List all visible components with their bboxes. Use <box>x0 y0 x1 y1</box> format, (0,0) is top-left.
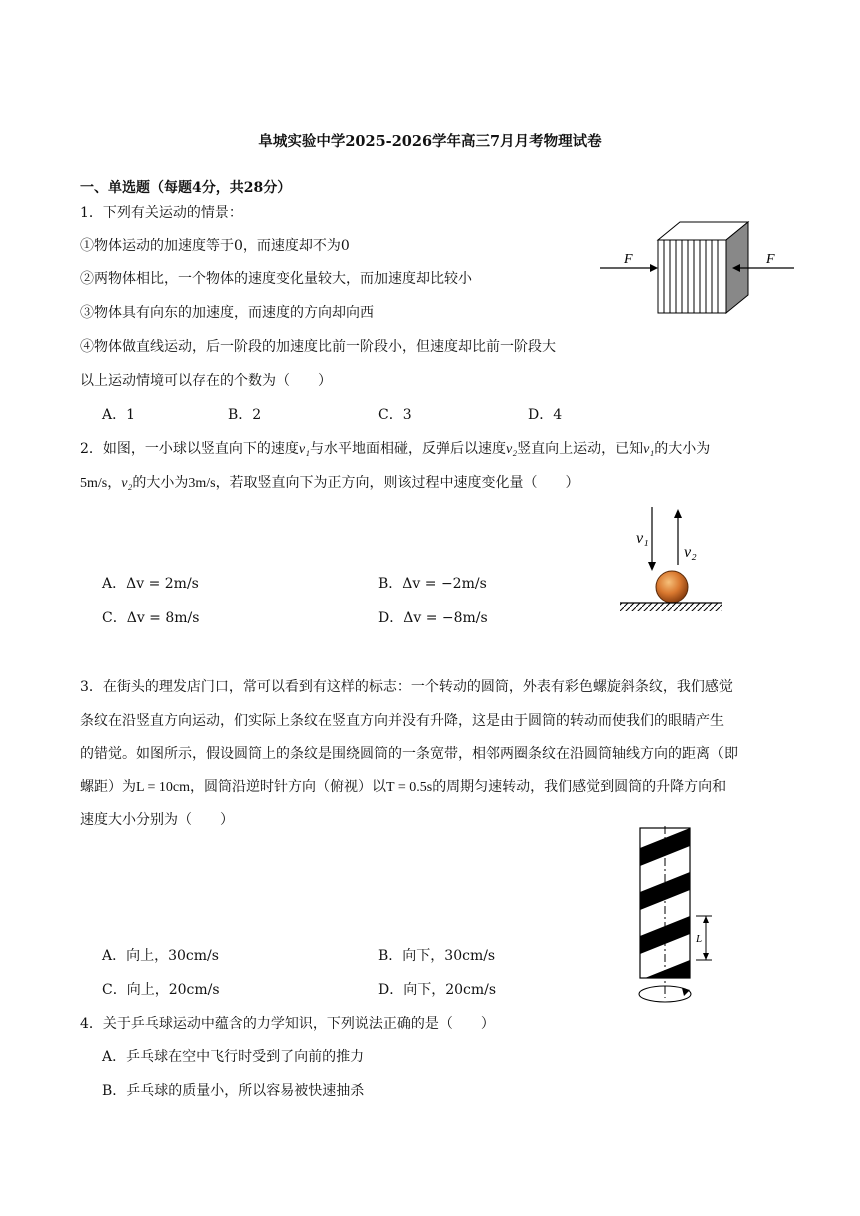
q3-line: 3．在街头的理发店门口，常可以看到有这样的标志：一个转动的圆筒，外表有彩色螺旋斜条纹，我们感觉 <box>80 679 733 695</box>
v1-label: v₁ <box>636 530 649 547</box>
q4-option-b: B．乒乓球的质量小，所以容易被快速抽杀 <box>102 1083 365 1099</box>
force-label-left: F <box>624 252 633 267</box>
q1-stem: 1．下列有关运动的情景： <box>80 205 243 221</box>
page-title: 阜城实验中学2025-2026学年高三7月月考物理试卷 <box>258 133 602 150</box>
q3-line: 的错觉。如图所示，假设圆筒上的条纹是围绕圆筒的一条宽带，相邻两圈条纹在沿圆筒轴线方向的距离（即 <box>80 746 738 762</box>
q1-item: ②两物体相比，一个物体的速度变化量较大，而加速度却比较小 <box>80 271 472 287</box>
q3-option-b: B．向下，30cm/s <box>378 948 496 964</box>
q1-option-d: D．4 <box>528 407 563 423</box>
q4-option-a: A．乒乓球在空中飞行时受到了向前的推力 <box>102 1049 365 1065</box>
q1-ask: 以上运动情境可以存在的个数为（ ） <box>80 373 332 389</box>
q2-option-a: A．Δv = 2m/s <box>102 576 199 592</box>
q3-option-d: D．向下，20cm/s <box>378 982 497 998</box>
section-heading: 一、单选题（每题4分，共28分） <box>80 180 292 196</box>
q3-line-4: 螺距）为L = 10cm，圆筒沿逆时针方向（俯视）以T = 0.5s的周期匀速转动，我们感觉到圆筒的升降方向和 <box>80 779 727 795</box>
ball <box>656 571 688 603</box>
q2-option-c: C．Δv = 8m/s <box>102 610 200 626</box>
q3-line-5: 速度大小分别为（ ） <box>80 812 234 828</box>
q1-option-c: C．3 <box>378 407 412 423</box>
l-label: L <box>696 933 703 945</box>
q1-item: ③物体具有向东的加速度，而速度的方向却向西 <box>80 305 374 321</box>
q1-item: ①物体运动的加速度等于0，而速度却不为0 <box>80 238 350 254</box>
ball-bounce-figure <box>618 505 728 620</box>
q3-line: 条纹在沿竖直方向运动，们实际上条纹在竖直方向并没有升降，这是由于圆筒的转动而使我们的眼睛产生 <box>80 713 724 729</box>
q3-option-a: A．向上，30cm/s <box>102 948 219 964</box>
q2-stem: 2．如图，一小球以竖直向下的速度v₁与水平地面相碰，反弹后以速度v₂竖直向上运动，已知v₁的大小为 <box>80 441 711 457</box>
q1-item: ④物体做直线运动，后一阶段的加速度比前一阶段小，但速度却比前一阶段大 <box>80 339 556 355</box>
q2-option-b: B．Δv = −2m/s <box>378 576 487 592</box>
block-force-figure <box>598 220 798 320</box>
force-label-right: F <box>766 252 775 267</box>
v2-label: v₂ <box>684 544 697 561</box>
q3-option-c: C．向上，20cm/s <box>102 982 220 998</box>
q1-option-b: B．2 <box>228 407 262 423</box>
q2-option-d: D．Δv = −8m/s <box>378 610 488 626</box>
barber-pole-figure <box>630 826 720 1011</box>
q2-stem-line2: 5m/s，v₂的大小为3m/s，若取竖直向下为正方向，则该过程中速度变化量（ ） <box>80 475 580 491</box>
q4-stem: 4．关于乒乓球运动中蕴含的力学知识，下列说法正确的是（ ） <box>80 1016 495 1032</box>
q1-option-a: A．1 <box>102 407 136 423</box>
